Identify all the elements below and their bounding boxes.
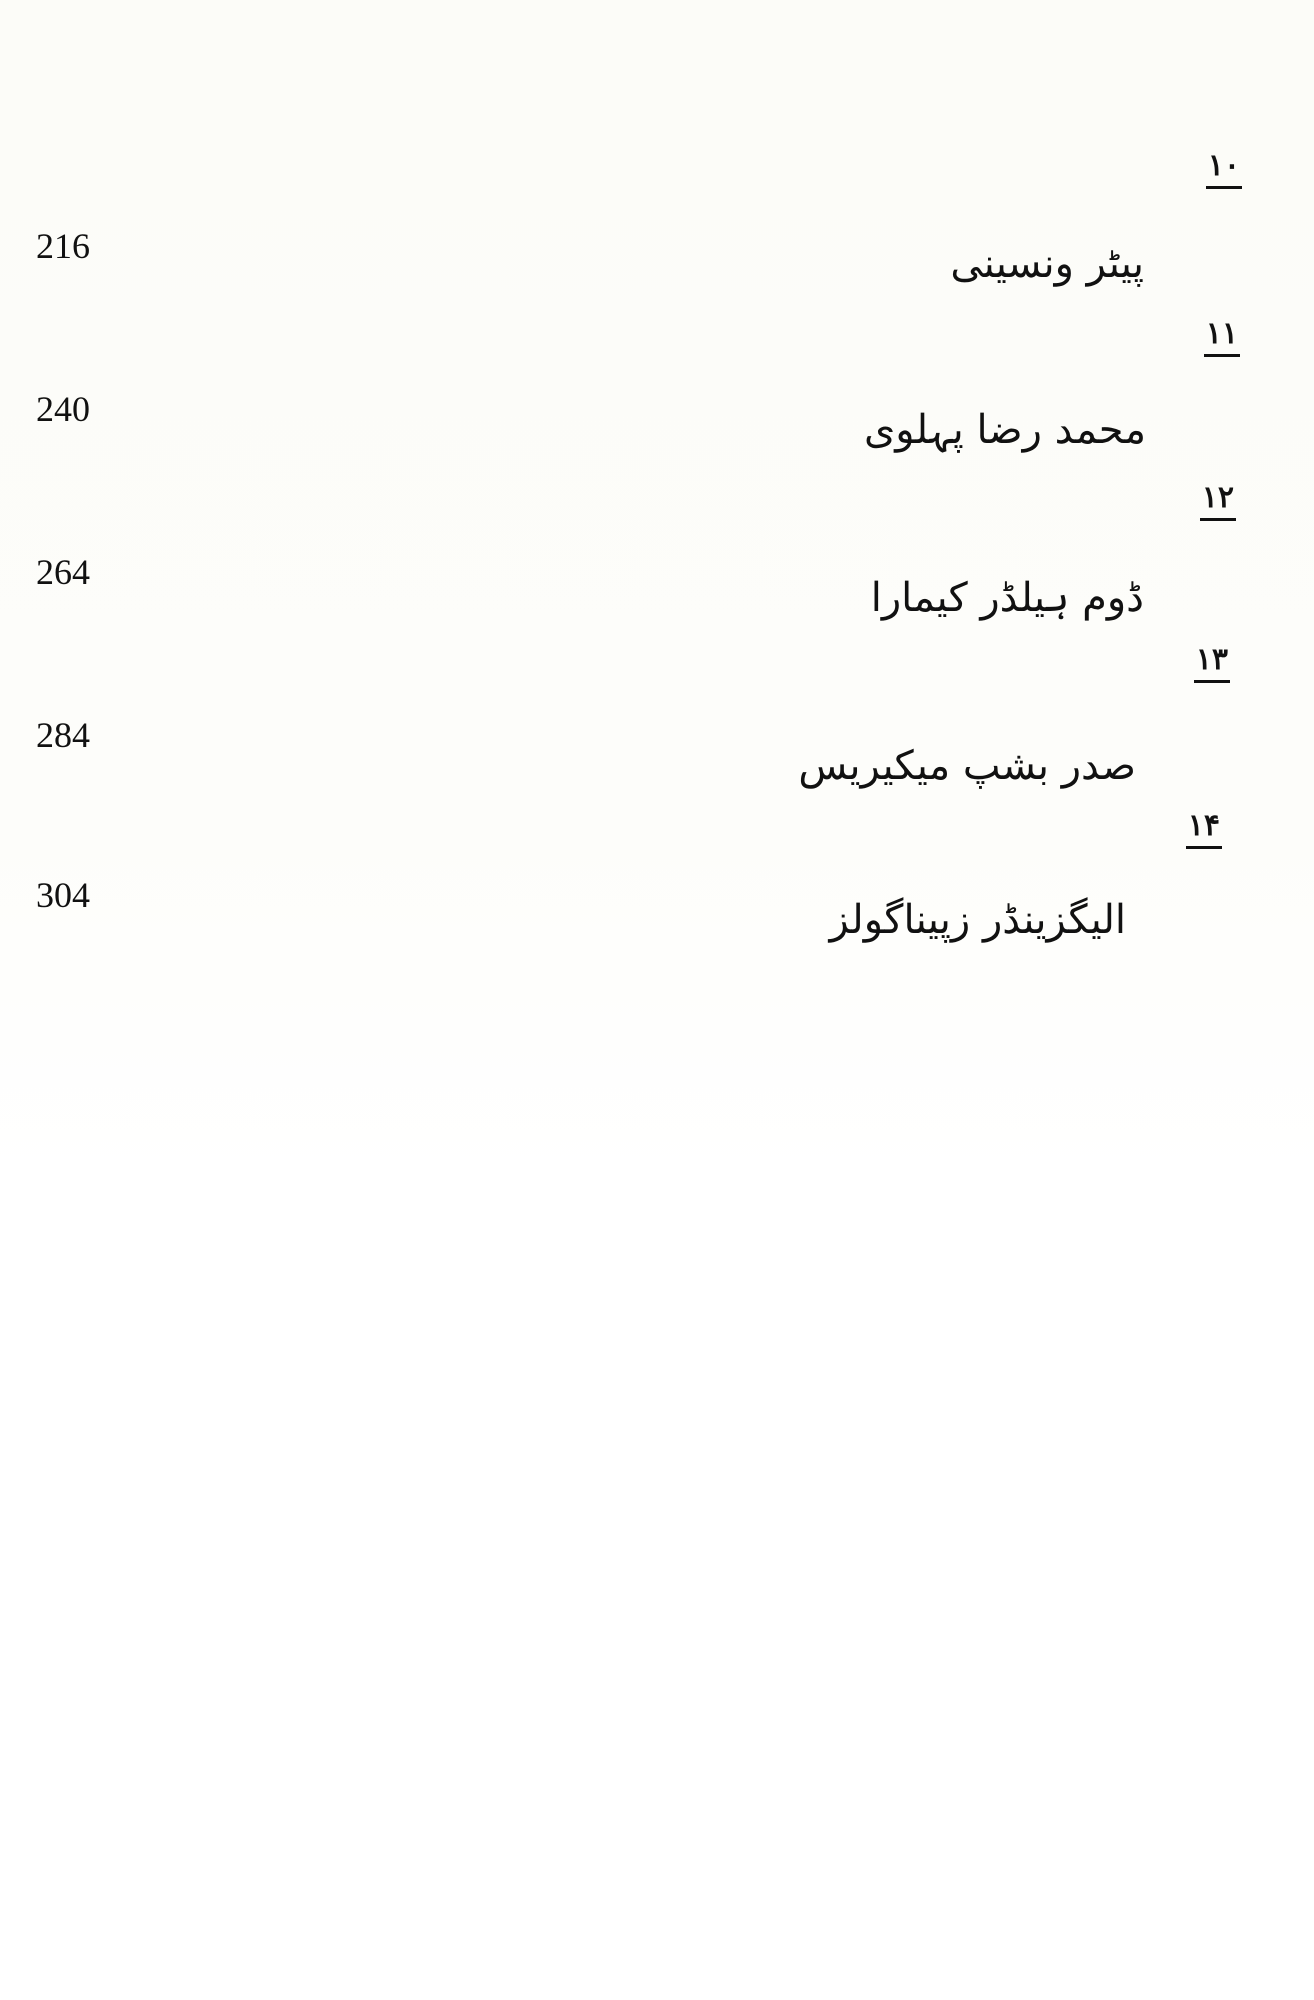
chapter-number: ۱۴ [1186, 808, 1222, 849]
page-number: 304 [36, 875, 90, 915]
chapter-title: صدر بشپ میکیریس [798, 743, 1136, 789]
page-number: 284 [36, 715, 90, 755]
page-number: 264 [36, 552, 90, 592]
page-number: 216 [36, 226, 90, 266]
chapter-number: ۱۱ [1204, 316, 1240, 357]
chapter-number: ۱۲ [1200, 480, 1236, 521]
chapter-title: الیگزینڈر زپیناگولز [829, 897, 1126, 943]
chapter-title: پیٹر ونسینی [950, 241, 1144, 287]
chapter-title: محمد رضا پہلوی [863, 407, 1146, 453]
chapter-number: ۱۰ [1206, 148, 1242, 189]
page-number: 240 [36, 389, 90, 429]
chapter-title: ڈوم ہیلڈر کیمارا [870, 575, 1144, 621]
chapter-number: ۱۳ [1194, 642, 1230, 683]
